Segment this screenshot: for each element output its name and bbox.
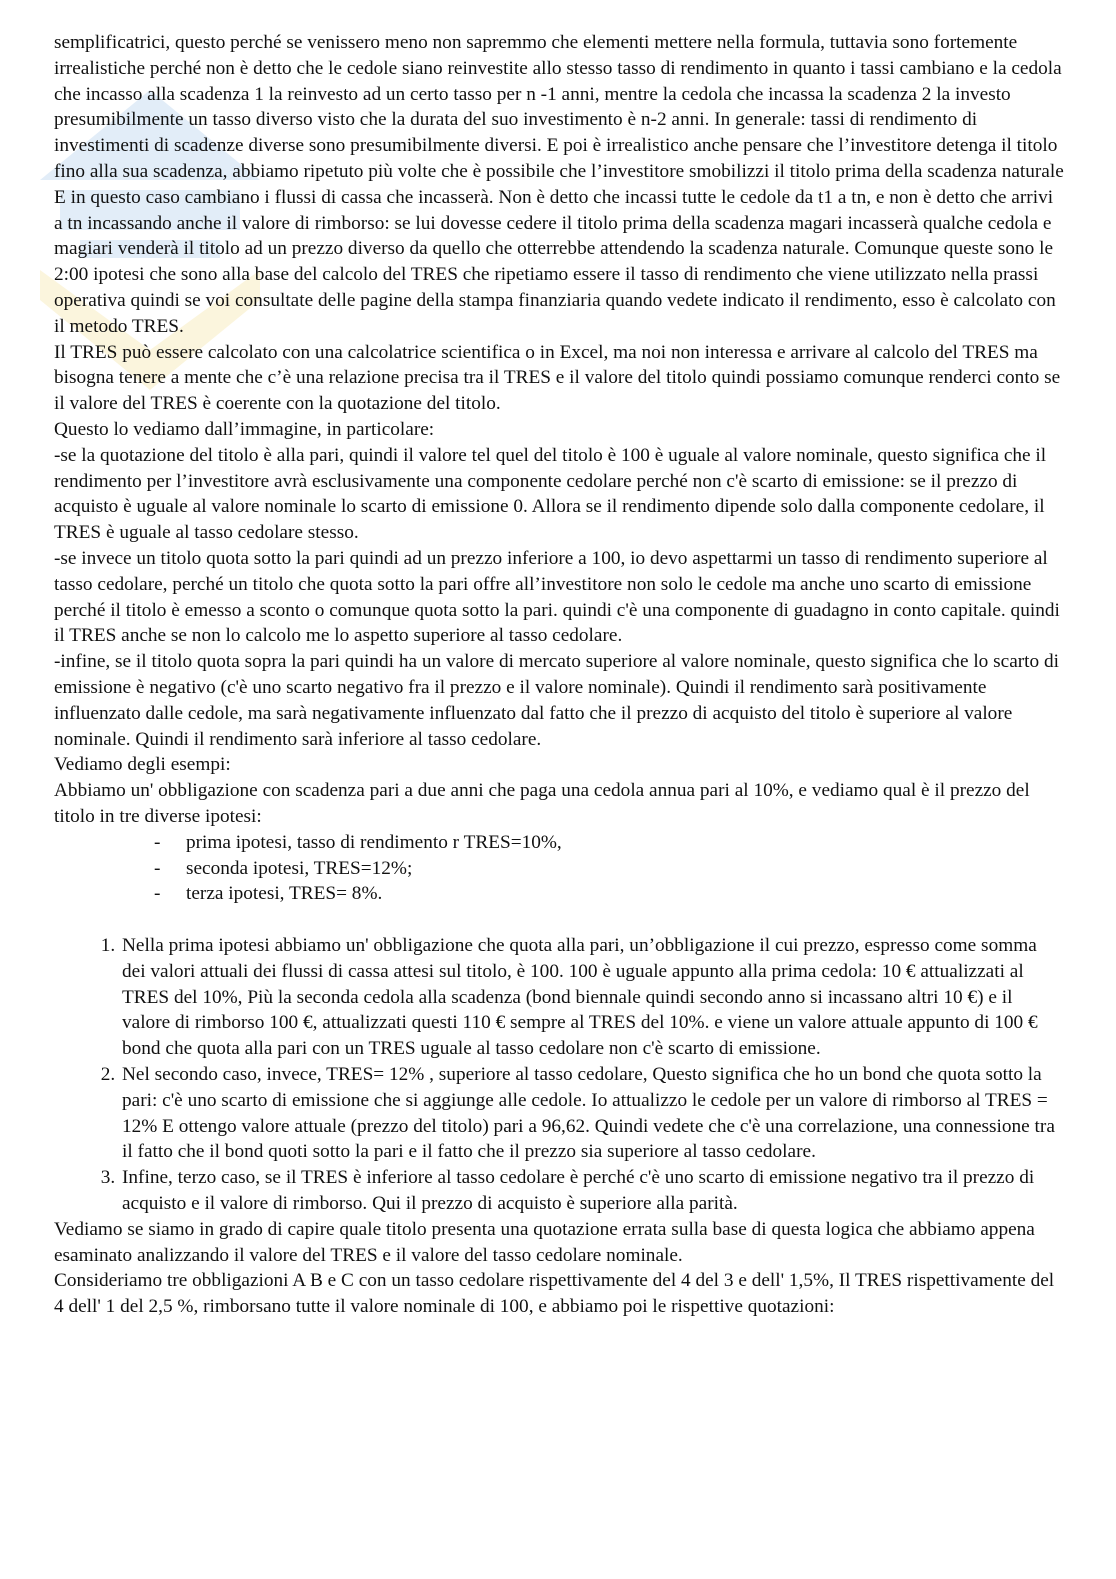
- list-item: - terza ipotesi, TRES= 8%.: [154, 881, 1064, 907]
- ipotesi-list: [54, 830, 1064, 907]
- paragraph-ipotesi-tres: semplificatrici, questo perché se venissero meno non sapremmo che elementi mettere nella formula, tuttavia sono fortemente irrealistiche perché non è detto che le cedole siano reinvestite allo stesso tasso di rendimento in quanto i tassi cambiano e la cedola che incasso alla scadenza 1 la reinvesto ad un certo tasso per n -1 anni, mentre la cedola che incassa la scadenza 2 la investo presumibilmente un tasso diverso visto che la durata del suo investimento è n-2 anni. In generale: tassi di rendimento di investimenti di scadenze diverse sono presumibilmente diversi. E poi è irrealistico anche pensare che l’investitore detenga il titolo fino alla sua scadenza, abbiamo ripetuto più volte che è possibile che l’investitore smobilizzi il titolo prima della scadenza naturale E in questo caso cambiano i flussi di cassa che incasserà. Non è detto che incassi tutte le cedole da t1 a tn, e non è detto che arrivi a tn incassando anche il valore di rimborso: se lui dovesse cedere il titolo prima della scadenza magari incasserà qualche cedola e magiari venderà il titolo ad un prezzo diverso da quello che otterrebbe attendendo la scadenza naturale. Comunque queste sono le 2:00 ipotesi che sono alla base del calcolo del TRES che ripetiamo essere il tasso di rendimento che viene utilizzato nella prassi operativa quindi se voi consultate delle pagine della stampa finanziaria quando vedete indicato il rendimento, esso è calcolato con il metodo TRES.: [54, 32, 1064, 337]
- document-page: [54, 30, 1064, 1320]
- paragraph-esempi-heading: Vediamo degli esempi:: [54, 754, 231, 776]
- list-item: - seconda ipotesi, TRES=12%;: [154, 856, 1064, 882]
- paragraph-sotto-la-pari: -se invece un titolo quota sotto la pari quindi ad un prezzo inferiore a 100, io devo aspettarmi un tasso di rendimento superiore al tasso cedolare, perché un titolo che quota sotto la pari offre all’investitore non solo le cedole ma anche uno scarto di emissione perché il titolo è emesso a sconto o comunque quota sotto la pari. quindi c'è una componente di guadagno in conto capitale. quindi il TRES anche se non lo calcolo me lo aspetto superiore al tasso cedolare.: [54, 547, 1060, 647]
- list-item: - prima ipotesi, tasso di rendimento r TRES=10%,: [154, 830, 1064, 856]
- paragraph-immagine: Questo lo vediamo dall’immagine, in particolare:: [54, 418, 435, 440]
- list-item: 3. Infine, terzo caso, se il TRES è inferiore al tasso cedolare è perché c'è uno scarto di emissione negativo tra il prezzo di acquisto e il valore di rimborso. Qui il prezzo di acquisto è superiore alla parità.: [120, 1165, 1064, 1217]
- paragraph-obbligazione-esempio: Abbiamo un' obbligazione con scadenza pari a due anni che paga una cedola annua pari al 10%, e vediamo qual è il prezzo del titolo in tre diverse ipotesi:: [54, 780, 1030, 827]
- paragraph-sopra-la-pari: -infine, se il titolo quota sopra la pari quindi ha un valore di mercato superiore al valore nominale, questo significa che lo scarto di emissione è negativo (c'è uno scarto negativo fra il prezzo e il valore nominale). Quindi il rendimento sarà positivamente influenzato dalle cedole, ma sarà negativamente influenzato dal fatto che il prezzo di acquisto del titolo è superiore al valore nominale. Quindi il rendimento sarà inferiore al tasso cedolare.: [54, 651, 1059, 750]
- casi-numbered-list: [54, 933, 1064, 1217]
- paragraph-quotazione-errata: Vediamo se siamo in grado di capire quale titolo presenta una quotazione errata sulla base di questa logica che abbiamo appena esaminato analizzando il valore del TRES e il valore del tasso cedolare nominale.: [54, 1218, 1035, 1266]
- list-item: 1. Nella prima ipotesi abbiamo un' obbligazione che quota alla pari, un’obbligazione il cui prezzo, espresso come somma dei valori attuali dei flussi di cassa attesi sul titolo, è 100. 100 è uguale appunto alla prima cedola: 10 € attualizzati al TRES del 10%, Più la seconda cedola alla scadenza (bond biennale quindi secondo anno si incassano altri 10 €) e il valore di rimborso 100 €, attualizzati questi 110 € sempre al TRES del 10%. e viene un valore attuale appunto di 100 € bond che quota alla pari con un TRES uguale al tasso cedolare non c'è scarto di emissione.: [120, 933, 1064, 1062]
- list-item: 2. Nel secondo caso, invece, TRES= 12% , superiore al tasso cedolare, Questo significa che ho un bond che quota sotto la pari: c'è uno scarto di emissione che si aggiunge alle cedole. Io attualizzo le cedole per un valore di rimborso al TRES = 12% E ottengo valore attuale (prezzo del titolo) pari a 96,62. Quindi vedete che c'è una correlazione, una connessione tra il fatto che il bond quoti sotto la pari e il fatto che il prezzo sia superiore al tasso cedolare.: [120, 1062, 1064, 1165]
- paragraph-tre-obbligazioni: Consideriamo tre obbligazioni A B e C con un tasso cedolare rispettivamente del 4 del 3 e dell' 1,5%, Il TRES rispettivamente del 4 dell' 1 del 2,5 %, rimborsano tutte il valore nominale di 100, e abbiamo poi le rispettive quotazioni:: [54, 1270, 1055, 1318]
- paragraph-calcolo-tres: Il TRES può essere calcolato con una calcolatrice scientifica o in Excel, ma noi non interessa e arrivare al calcolo del TRES ma bisogna tenere a mente che c’è una relazione precisa tra il TRES e il valore del titolo quindi possiamo comunque renderci conto se il valore del TRES è coerente con la quotazione del titolo.: [54, 341, 1061, 415]
- paragraph-alla-pari: -se la quotazione del titolo è alla pari, quindi il valore tel quel del titolo è 100 è uguale al valore nominale, questo significa che il rendimento per l’investitore avrà esclusivamente una componente cedolare perché non c'è scarto di emissione: se il prezzo di acquisto è uguale al valore nominale lo scarto di emissione 0. Allora se il rendimento dipende solo dalla componente cedolare, il TRES è uguale al tasso cedolare stesso.: [54, 444, 1047, 544]
